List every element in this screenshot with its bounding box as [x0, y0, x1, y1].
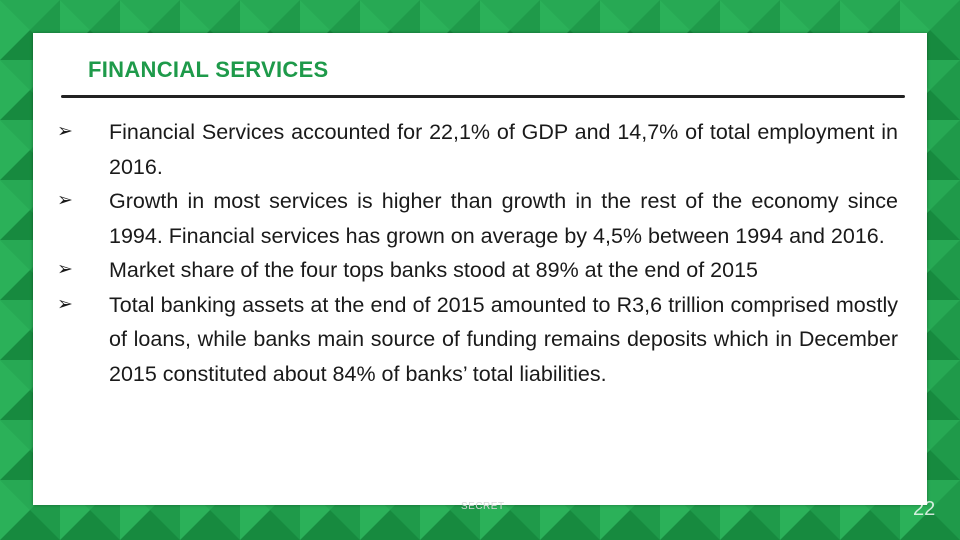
bullet-list — [57, 115, 898, 391]
slide-title: FINANCIAL SERVICES — [88, 57, 329, 82]
arrow-bullet-icon: ➢ — [57, 259, 73, 280]
classification-label: SECRET — [461, 501, 505, 512]
bullet-item — [57, 253, 898, 288]
arrow-bullet-icon: ➢ — [57, 121, 73, 142]
bullet-item — [57, 184, 898, 253]
arrow-bullet-icon: ➢ — [57, 293, 73, 315]
bullet-text: Total banking assets at the end of 2015 amounted to R3,6 trillion comprised mostly of loans, while banks main source of funding remains deposits which in December 2015 constituted about 84% of banks’ total liabilities. — [109, 292, 898, 386]
arrow-bullet-icon: ➢ — [57, 190, 73, 211]
bullet-text: Financial Services accounted for 22,1% of GDP and 14,7% of total employment in 2016. — [109, 120, 898, 179]
bullet-item — [57, 288, 898, 392]
bullet-item — [57, 115, 898, 184]
bullet-text: Market share of the four tops banks stood at 89% at the end of 2015 — [109, 258, 758, 282]
bullet-text: Growth in most services is higher than growth in the rest of the economy since 1994. Financial services has grown on average by 4,5% between 1994 and 2016. — [109, 189, 898, 248]
page-number: 22 — [913, 498, 936, 520]
title-divider — [61, 95, 905, 98]
slide-card — [33, 33, 927, 512]
